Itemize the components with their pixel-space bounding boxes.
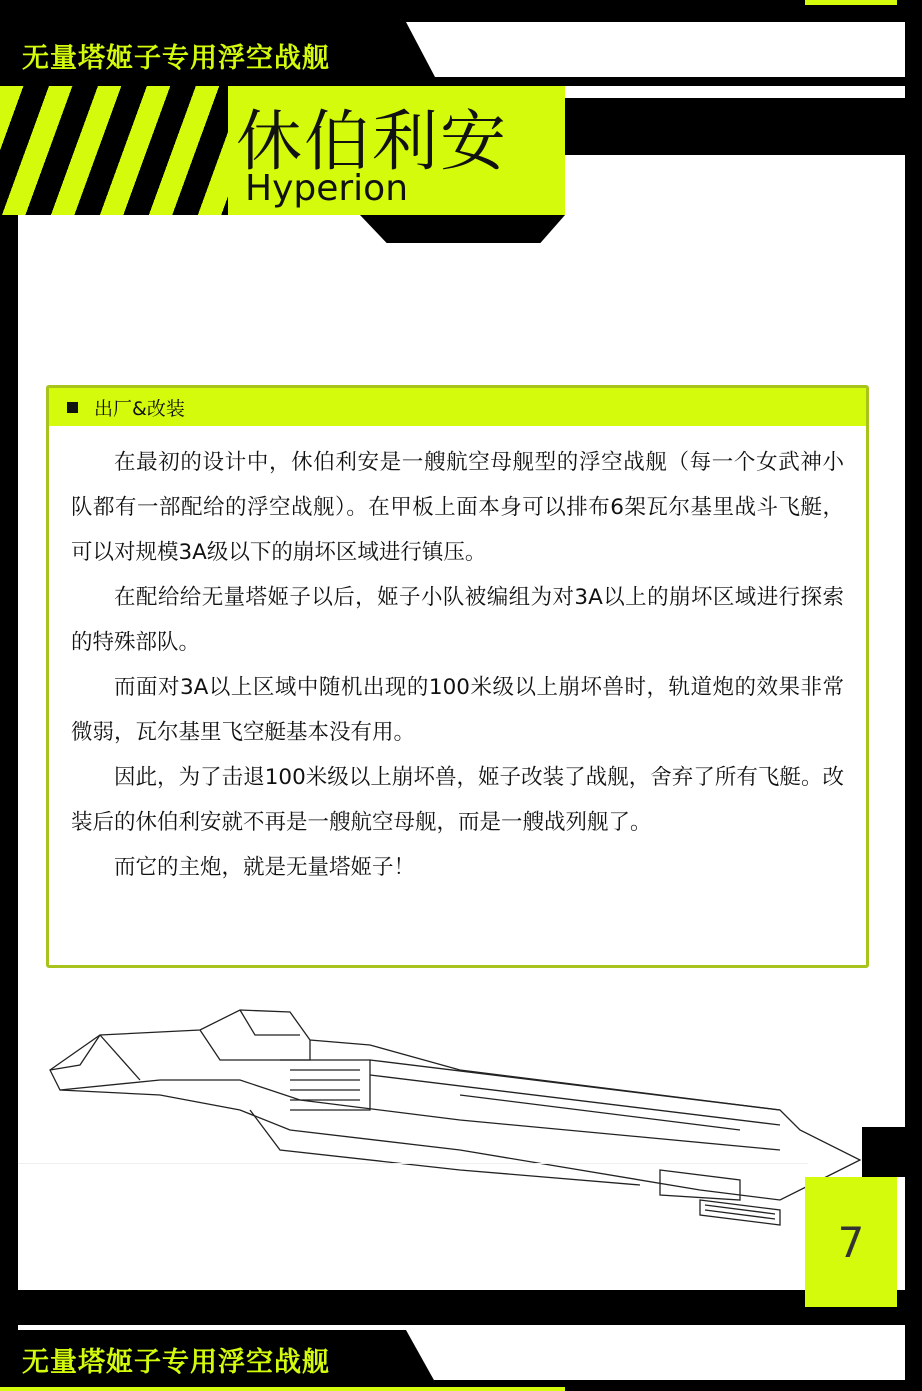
footer-series-title: 无量塔姬子专用浮空战舰 [22,1347,330,1378]
hazard-stripes [0,86,228,215]
ship-name-en: Hyperion [245,168,409,209]
page-number-box [805,1177,897,1307]
ship-name-cn: 休伯利安 [236,103,508,180]
paragraph: 在最初的设计中，休伯利安是一艘航空母舰型的浮空战舰（每一个女武神小队都有一部配给的浮空战舰）。在甲板上面本身可以排布6架瓦尔基里战斗飞艇，可以对规模3A级以下的崩坏区域进行镇压。 [71,450,844,565]
paragraph: 因此，为了击退100米级以上崩坏兽，姬子改装了战舰，舍弃了所有飞艇。改装后的休伯利安就不再是一艘航空母舰，而是一艘战列舰了。 [71,765,844,835]
info-box-heading: 出厂&改装 [94,397,185,420]
page-number: 7 [837,1217,865,1267]
series-title: 无量塔姬子专用浮空战舰 [22,43,330,74]
info-box [46,385,869,968]
corner-black-block [862,1127,905,1177]
info-box-body [49,426,866,890]
paragraph: 而面对3A以上区域中随机出现的100米级以上崩坏兽时，轨道炮的效果非常微弱，瓦尔基里飞空艇基本没有用。 [71,675,844,745]
info-box-header [49,388,866,426]
divider [0,77,905,86]
title-tab [360,215,565,243]
header-black-bar [565,98,905,155]
ship-baseline [18,1163,808,1164]
ship-illustration [40,1000,870,1230]
paragraph: 在配给给无量塔姬子以后，姬子小队被编组为对3A以上的崩坏区域进行探索的特殊部队。 [71,585,844,655]
paragraph: 而它的主炮，就是无量塔姬子！ [114,855,416,880]
footer-accent [0,1387,565,1391]
corner-accent [805,0,897,5]
square-bullet-icon [67,402,78,413]
